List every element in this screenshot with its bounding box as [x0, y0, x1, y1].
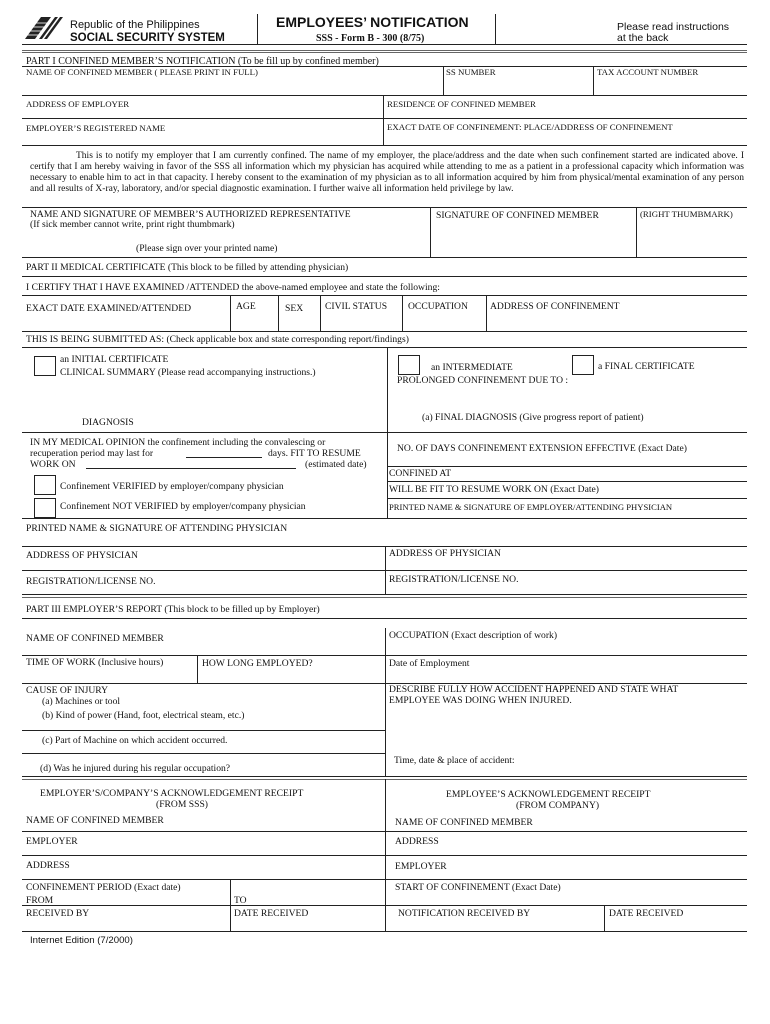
- employee-receipt-title-line1: EMPLOYEE’S ACKNOWLEDGEMENT RECEIPT: [446, 789, 651, 800]
- rule: [22, 276, 747, 277]
- header-rule-double-1: [22, 50, 747, 51]
- how-long-employed-label: HOW LONG EMPLOYED?: [202, 658, 313, 669]
- sign-over-printed-name: (Please sign over your printed name): [136, 243, 278, 254]
- rule: [22, 118, 747, 119]
- rule: [320, 295, 321, 331]
- employer-registered-name-label: EMPLOYER’S REGISTERED NAME: [26, 123, 166, 133]
- part3-confined-member-label: NAME OF CONFINED MEMBER: [26, 633, 164, 644]
- form-code: SSS - Form B - 300 (8/75): [316, 33, 425, 44]
- exact-date-examined-label: EXACT DATE EXAMINED/ATTENDED: [26, 303, 192, 314]
- confined-member-name-label: NAME OF CONFINED MEMBER ( PLEASE PRINT IN FULL): [26, 67, 258, 77]
- medical-opinion-line2a: recuperation period may last for: [30, 448, 154, 459]
- initial-certificate-checkbox[interactable]: [34, 356, 56, 376]
- start-confinement-label: START OF CONFINEMENT (Exact Date): [395, 882, 561, 893]
- rule: [402, 295, 403, 331]
- rule: [22, 331, 747, 332]
- receipt-left-employer-label: EMPLOYER: [26, 836, 78, 847]
- header-country: Republic of the Philippines: [70, 19, 200, 31]
- physician-address-label-left: ADDRESS OF PHYSICIAN: [26, 550, 138, 561]
- rule: [383, 95, 384, 145]
- machine-part-label: (c) Part of Machine on which accident occurred.: [42, 735, 228, 746]
- cause-of-injury-label: CAUSE OF INJURY: [26, 685, 109, 696]
- verified-label: Confinement VERIFIED by employer/company physician: [60, 481, 284, 492]
- describe-accident-line1: DESCRIBE FULLY HOW ACCIDENT HAPPENED AND STATE WHAT: [389, 684, 679, 695]
- rule: [22, 655, 747, 656]
- not-verified-label: Confinement NOT VERIFIED by employer/company physician: [60, 501, 306, 512]
- rule: [22, 753, 385, 754]
- confined-member-name-input[interactable]: [26, 81, 436, 90]
- rule: [22, 295, 747, 296]
- from-label: FROM: [26, 895, 54, 906]
- registration-label-left: REGISTRATION/LICENSE NO.: [26, 576, 156, 587]
- internet-edition-footer: Internet Edition (7/2000): [30, 935, 133, 946]
- consent-paragraph: This is to notify my employer that I am currently confined. The name of my employer, the place/address and the date when such confinement started are indicated above. I certify that I am hereby waiving in favor of the SSS all information which my physician has acquired while attending to me as a patient in a professional capacity which information was necessary to enable him to act in that capacity. I hereby consent to the examination of my physician as to all information acquired by him from physical/mental examination of any person and all results of X-ray, laboratory, and/or special diagnostic examination. I further waive all information held privilege by law.: [30, 151, 744, 194]
- rule: [604, 905, 605, 931]
- header-divider-right: [495, 14, 496, 44]
- tax-account-label: TAX ACCOUNT NUMBER: [597, 67, 699, 77]
- confinement-period-label: CONFINEMENT PERIOD (Exact date): [26, 882, 181, 893]
- rule: [22, 570, 747, 571]
- rule: [486, 295, 487, 331]
- medical-opinion-line2b: days. FIT TO RESUME: [268, 448, 361, 459]
- to-label: TO: [234, 895, 247, 906]
- rule: [385, 628, 386, 776]
- residence-label: RESIDENCE OF CONFINED MEMBER: [387, 99, 536, 109]
- rule: [387, 466, 747, 467]
- rule: [22, 855, 747, 856]
- rule: [22, 931, 747, 932]
- occupation-exact-label: OCCUPATION (Exact description of work): [389, 630, 558, 641]
- instructions-note-line2: at the back: [617, 32, 669, 44]
- rule: [387, 498, 747, 499]
- age-label: AGE: [236, 301, 256, 312]
- fit-to-resume-date-input[interactable]: [86, 459, 296, 469]
- fit-to-resume-label: WILL BE FIT TO RESUME WORK ON (Exact Date): [389, 484, 599, 495]
- notification-received-by-label: NOTIFICATION RECEIVED BY: [398, 908, 531, 919]
- rule: [387, 481, 747, 482]
- certify-statement: I CERTIFY THAT I HAVE EXAMINED /ATTENDED the above-named employee and state the following:: [26, 282, 440, 293]
- rule: [22, 518, 747, 519]
- rule: [22, 831, 747, 832]
- physician-address-label-right: ADDRESS OF PHYSICIAN: [389, 548, 501, 559]
- registration-label-right: REGISTRATION/LICENSE NO.: [389, 574, 519, 585]
- tax-account-input[interactable]: [597, 81, 742, 90]
- kind-of-power-label: (b) Kind of power (Hand, foot, electrical steam, etc.): [42, 710, 245, 721]
- receipt-right-employer-label: EMPLOYER: [395, 861, 447, 872]
- employee-receipt-title-line2: (FROM COMPANY): [516, 800, 600, 811]
- final-certificate-label: a FINAL CERTIFICATE: [598, 361, 695, 372]
- rule: [430, 207, 431, 257]
- date-received-label-left: DATE RECEIVED: [234, 908, 309, 919]
- receipt-left-address-label: ADDRESS: [26, 860, 70, 871]
- right-thumbmark-label: (RIGHT THUMBMARK): [640, 209, 733, 219]
- rule: [22, 432, 747, 433]
- medical-opinion-line3a: WORK ON: [30, 459, 76, 470]
- received-by-label: RECEIVED BY: [26, 908, 90, 919]
- rule: [22, 594, 747, 595]
- header-rule-double-2: [22, 52, 747, 53]
- rule: [22, 257, 747, 258]
- diagnosis-label: DIAGNOSIS: [82, 417, 134, 428]
- header-divider-left: [257, 14, 258, 44]
- part1-heading: PART I CONFINED MEMBER’S NOTIFICATION (To be fill up by confined member): [26, 56, 379, 67]
- intermediate-checkbox[interactable]: [398, 355, 420, 375]
- time-of-work-label: TIME OF WORK (Inclusive hours): [26, 657, 164, 668]
- rule: [443, 66, 444, 95]
- rule-double: [22, 597, 747, 598]
- form-title: EMPLOYEES’ NOTIFICATION: [276, 14, 469, 30]
- representative-label-line2: (If sick member cannot write, print right thumbmark): [30, 219, 235, 230]
- part3-heading: PART III EMPLOYER’S REPORT (This block to be filled up by Employer): [26, 604, 320, 615]
- employer-receipt-title-line2: (FROM SSS): [156, 799, 208, 810]
- member-signature-label: SIGNATURE OF CONFINED MEMBER: [436, 210, 599, 221]
- sss-logo-stripes-icon: [25, 15, 65, 41]
- intermediate-label: an INTERMEDIATE: [431, 362, 513, 373]
- representative-label-line1: NAME AND SIGNATURE OF MEMBER’S AUTHORIZED REPRESENTATIVE: [30, 209, 351, 220]
- time-date-place-label: Time, date & place of accident:: [394, 755, 515, 766]
- rule: [278, 295, 279, 331]
- receipt-left-member-label: NAME OF CONFINED MEMBER: [26, 815, 164, 826]
- machines-tool-label: (a) Machines or tool: [42, 696, 121, 707]
- rule: [197, 655, 198, 683]
- sss-logo: [25, 15, 65, 41]
- civil-status-label: CIVIL STATUS: [325, 301, 388, 312]
- rule: [22, 776, 747, 777]
- date-of-employment-label: Date of Employment: [389, 658, 470, 669]
- confinement-days-input[interactable]: [186, 448, 262, 458]
- receipt-right-member-label: NAME OF CONFINED MEMBER: [395, 817, 533, 828]
- regular-occupation-label: (d) Was he injured during his regular occupation?: [40, 763, 231, 774]
- ss-number-label: SS NUMBER: [446, 67, 496, 77]
- date-received-label-right: DATE RECEIVED: [609, 908, 684, 919]
- employer-physician-signature-label: PRINTED NAME & SIGNATURE OF EMPLOYER/ATTENDING PHYSICIAN: [389, 502, 673, 512]
- rule: [22, 347, 747, 348]
- rule: [22, 145, 747, 146]
- medical-opinion-line3b: (estimated date): [305, 459, 367, 470]
- employer-address-label: ADDRESS OF EMPLOYER: [26, 99, 130, 109]
- medical-opinion-line1: IN MY MEDICAL OPINION the confinement including the convalescing or: [30, 437, 326, 448]
- address-of-confinement-label: ADDRESS OF CONFINEMENT: [490, 301, 620, 312]
- attending-physician-signature-label: PRINTED NAME & SIGNATURE OF ATTENDING PHYSICIAN: [26, 523, 288, 534]
- rule: [22, 905, 747, 906]
- rule: [22, 618, 747, 619]
- not-verified-checkbox[interactable]: [34, 498, 56, 518]
- rule: [593, 66, 594, 95]
- rule: [230, 295, 231, 331]
- employer-receipt-title-line1: EMPLOYER’S/COMPANY’S ACKNOWLEDGEMENT RECEIPT: [40, 788, 304, 799]
- instructions-note-line1: Please read instructions: [617, 21, 730, 33]
- header-rule: [22, 44, 747, 45]
- confined-at-label: CONFINED AT: [389, 468, 452, 479]
- rule: [636, 207, 637, 257]
- extension-days-label: NO. OF DAYS CONFINEMENT EXTENSION EFFECTIVE (Exact Date): [397, 443, 687, 454]
- ss-number-input[interactable]: [446, 81, 586, 90]
- rule: [22, 95, 747, 96]
- sex-label: SEX: [285, 303, 304, 314]
- verified-checkbox[interactable]: [34, 475, 56, 495]
- rule: [22, 207, 747, 208]
- confinement-date-place-label: EXACT DATE OF CONFINEMENT: PLACE/ADDRESS OF CONFINEMENT: [387, 122, 673, 132]
- final-diagnosis-label: (a) FINAL DIAGNOSIS (Give progress report of patient): [422, 412, 644, 423]
- receipt-right-address-label: ADDRESS: [395, 836, 439, 847]
- header-agency: SOCIAL SECURITY SYSTEM: [70, 32, 225, 44]
- submitted-as-label: THIS IS BEING SUBMITTED AS: (Check applicable box and state corresponding report/findings): [26, 334, 409, 345]
- part2-heading: PART II MEDICAL CERTIFICATE (This block to be filled by attending physician): [26, 262, 349, 273]
- rule: [22, 730, 385, 731]
- initial-certificate-label: an INITIAL CERTIFICATE: [60, 354, 169, 365]
- final-certificate-checkbox[interactable]: [572, 355, 594, 375]
- rule: [22, 879, 747, 880]
- prolonged-confinement-label: PROLONGED CONFINEMENT DUE TO :: [397, 375, 569, 386]
- describe-accident-line2: EMPLOYEE WAS DOING WHEN INJURED.: [389, 695, 572, 706]
- occupation-label: OCCUPATION: [408, 301, 468, 312]
- clinical-summary-label: CLINICAL SUMMARY (Please read accompanying instructions.): [60, 367, 316, 378]
